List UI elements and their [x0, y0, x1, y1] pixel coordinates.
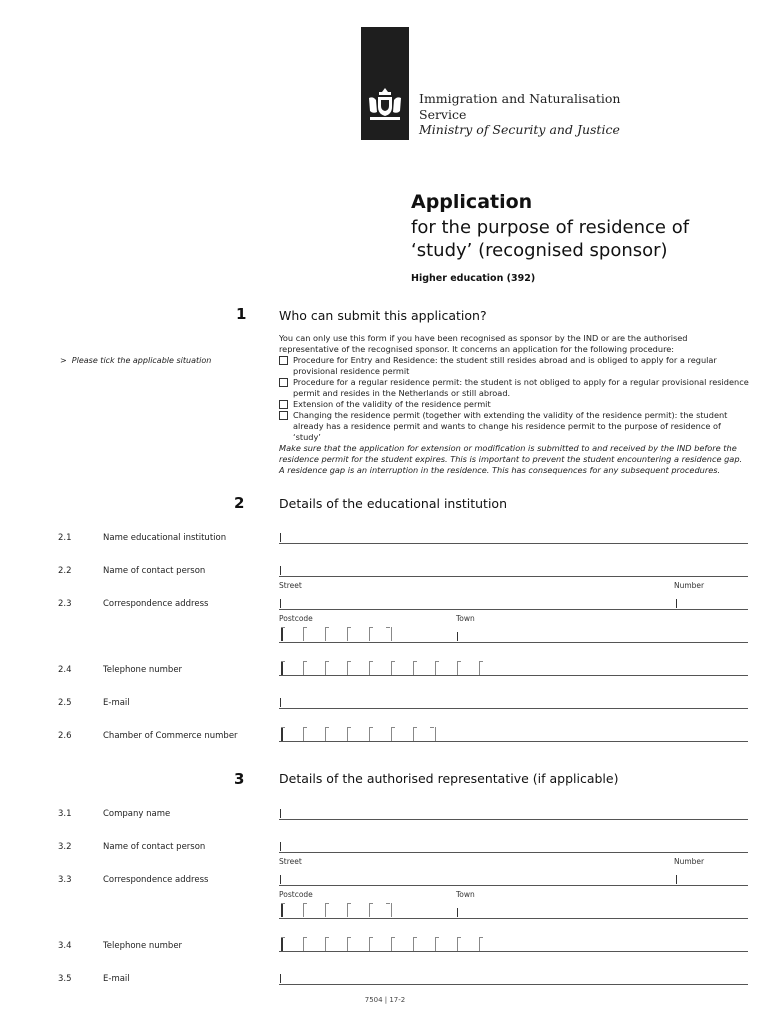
checkbox-option-3[interactable] [279, 400, 288, 409]
comb-cell [411, 727, 433, 741]
representative-street-input[interactable] [280, 875, 281, 884]
option-2-label: Procedure for a regular residence permit: the student is not obliged to apply for a regular provisional residence permit and resides in the Netherlands or still abroad. [293, 377, 749, 398]
field-3-2-label: Name of contact person [103, 842, 206, 852]
field-2-2-number: 2.2 [58, 566, 72, 576]
street-input[interactable] [280, 599, 281, 608]
field-3-4-label: Telephone number [103, 941, 183, 951]
comb-cell [323, 903, 345, 917]
coat-of-arms-icon [364, 84, 406, 126]
comb-cell [389, 661, 411, 675]
institution-name-input[interactable] [280, 533, 281, 542]
comb-cell [323, 661, 345, 675]
field-3-4-number: 3.4 [58, 941, 72, 951]
town-label: Town [456, 614, 475, 623]
field-2-4-number: 2.4 [58, 665, 72, 675]
comb-cell [477, 661, 499, 675]
institution-name-line [279, 543, 748, 544]
street-label: Street [279, 581, 302, 590]
subtitle-line-2: ‘study’ (recognised sponsor) [411, 240, 668, 261]
town-label-3: Town [456, 890, 475, 899]
town-input[interactable] [457, 632, 458, 641]
comb-cell [301, 627, 323, 641]
representative-email-input[interactable] [280, 974, 281, 983]
comb-cell [301, 727, 323, 741]
section-1-title: Who can submit this application? [279, 308, 487, 323]
section-1-note: Make sure that the application for extension or modification is submitted to and received by the IND before the residence permit for the student expires. This is important to prevent the student encountering a residence gap. A residence gap is an interruption in the residence. This has consequences for any subsequent procedures. [279, 443, 743, 475]
field-2-1-label: Name educational institution [103, 533, 227, 543]
field-3-1-number: 3.1 [58, 809, 72, 819]
field-3-1-label: Company name [103, 809, 171, 819]
field-2-3-number: 2.3 [58, 599, 72, 609]
option-1-label: Procedure for Entry and Residence: the student still resides abroad and is obliged to apply for a regular provisional residence permit [293, 355, 717, 376]
field-2-5-number: 2.5 [58, 698, 72, 708]
option-regular-permit[interactable] [279, 377, 749, 399]
section-1-number: 1 [236, 305, 247, 323]
field-2-4-label: Telephone number [103, 665, 183, 675]
comb-cell [345, 937, 367, 951]
comb-cell [389, 727, 411, 741]
comb-cell [433, 727, 455, 741]
representative-telephone-line [279, 951, 748, 952]
tick-hint: > Please tick the applicable situation [60, 356, 212, 365]
company-name-input[interactable] [280, 809, 281, 818]
contact-person-input[interactable] [280, 566, 281, 575]
comb-cell [301, 903, 323, 917]
comb-cell [345, 661, 367, 675]
representative-postcode-input[interactable] [279, 903, 411, 917]
representative-contact-line [279, 852, 748, 853]
postcode-town-line [279, 642, 748, 643]
representative-number-input[interactable] [676, 875, 677, 884]
representative-street-line [279, 885, 748, 886]
form-category: Higher education (392) [411, 273, 536, 284]
form-subtitle [411, 216, 751, 262]
field-3-5-label: E-mail [103, 974, 130, 984]
comb-cell [367, 937, 389, 951]
comb-cell [477, 937, 499, 951]
field-2-6-label: Chamber of Commerce number [103, 731, 238, 741]
subtitle-line-1: for the purpose of residence of [411, 217, 690, 238]
comb-cell [411, 661, 433, 675]
telephone-input[interactable] [279, 661, 499, 675]
comb-cell [411, 937, 433, 951]
comb-cell [301, 937, 323, 951]
comb-cell [279, 627, 301, 641]
comb-cell [389, 627, 411, 641]
postcode-input[interactable] [279, 627, 411, 641]
option-3-label: Extension of the validity of the residence permit [293, 399, 491, 409]
checkbox-option-2[interactable] [279, 378, 288, 387]
email-input[interactable] [280, 698, 281, 707]
comb-cell [433, 937, 455, 951]
organisation-name [419, 91, 620, 138]
form-title: Application [411, 191, 533, 213]
comb-cell [433, 661, 455, 675]
checkbox-option-1[interactable] [279, 356, 288, 365]
comb-cell [345, 627, 367, 641]
comb-cell [279, 661, 301, 675]
postcode-label-3: Postcode [279, 890, 313, 899]
field-2-3-label: Correspondence address [103, 599, 209, 609]
comb-cell [323, 727, 345, 741]
section-2-number: 2 [234, 494, 245, 512]
option-entry-residence[interactable] [279, 355, 749, 377]
field-3-2-number: 3.2 [58, 842, 72, 852]
comb-cell [455, 937, 477, 951]
representative-contact-input[interactable] [280, 842, 281, 851]
comb-cell [301, 661, 323, 675]
number-label-3: Number [674, 857, 705, 866]
representative-postcode-line [279, 918, 748, 919]
email-line [279, 708, 748, 709]
comb-cell [345, 903, 367, 917]
telephone-line [279, 675, 748, 676]
comb-cell [455, 661, 477, 675]
ministry-name: Ministry of Security and Justice [419, 122, 620, 137]
field-3-5-number: 3.5 [58, 974, 72, 984]
org-line-1: Immigration and Naturalisation [419, 91, 621, 106]
number-label: Number [674, 581, 705, 590]
chamber-of-commerce-input[interactable] [279, 727, 455, 741]
comb-cell [389, 937, 411, 951]
field-2-5-label: E-mail [103, 698, 130, 708]
comb-cell [367, 661, 389, 675]
field-3-3-number: 3.3 [58, 875, 72, 885]
representative-town-input[interactable] [457, 908, 458, 917]
field-3-3-label: Correspondence address [103, 875, 209, 885]
comb-cell [345, 727, 367, 741]
street-line [279, 609, 748, 610]
section-3-number: 3 [234, 770, 245, 788]
postcode-label: Postcode [279, 614, 313, 623]
chamber-of-commerce-line [279, 741, 748, 742]
section-1-body [279, 333, 749, 476]
representative-telephone-input[interactable] [279, 937, 499, 951]
house-number-input[interactable] [676, 599, 677, 608]
org-line-2: Service [419, 106, 467, 122]
comb-cell [367, 903, 389, 917]
option-4-label: Changing the residence permit (together with extending the validity of the residence permit): the student already has a residence permit and wants to change his residence permit to the purpose of residence of ‘study’ [293, 410, 728, 442]
tick-hint-text: Please tick the applicable situation [71, 356, 212, 365]
contact-person-line [279, 576, 748, 577]
checkbox-option-4[interactable] [279, 411, 288, 420]
representative-email-line [279, 984, 748, 985]
section-3-title: Details of the authorised representative (if applicable) [279, 771, 619, 786]
field-2-2-label: Name of contact person [103, 566, 206, 576]
street-label-3: Street [279, 857, 302, 866]
comb-cell [323, 627, 345, 641]
field-2-6-number: 2.6 [58, 731, 72, 741]
option-extension[interactable] [279, 399, 749, 410]
comb-cell [323, 937, 345, 951]
comb-cell [389, 903, 411, 917]
option-change-permit[interactable] [279, 410, 749, 443]
field-2-1-number: 2.1 [58, 533, 72, 543]
comb-cell [367, 627, 389, 641]
company-name-line [279, 819, 748, 820]
comb-cell [279, 727, 301, 741]
section-2-title: Details of the educational institution [279, 496, 507, 511]
form-code: 7504 | 17-2 [364, 996, 406, 1004]
section-1-intro: You can only use this form if you have been recognised as sponsor by the IND or are the authorised representative of the recognised sponsor. It concerns an application for the following procedure: [279, 333, 688, 354]
comb-cell [367, 727, 389, 741]
comb-cell [279, 903, 301, 917]
comb-cell [279, 937, 301, 951]
